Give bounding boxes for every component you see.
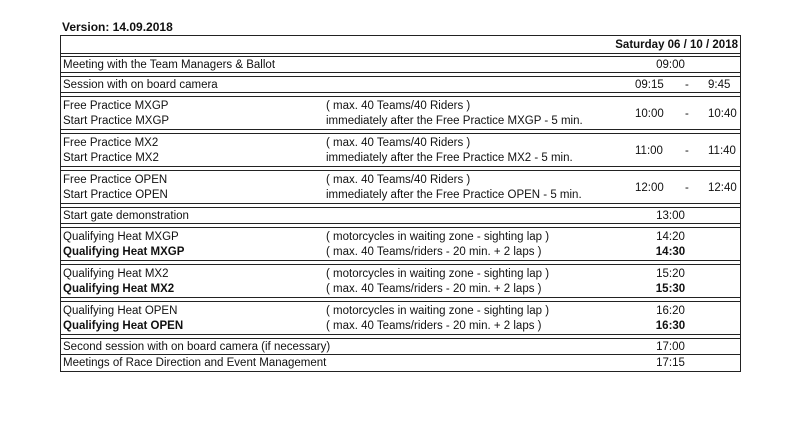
- row-label: Meeting with the Team Managers & Ballot: [63, 59, 276, 71]
- time-dash: -: [685, 108, 689, 120]
- row-label: Qualifying Heat OPEN: [63, 305, 178, 317]
- schedule-row: [61, 338, 740, 355]
- row-note: ( max. 40 Teams/riders - 20 min. + 2 laps ): [326, 283, 542, 295]
- row-label: Free Practice MX2: [63, 137, 159, 149]
- row-label: Session with on board camera: [63, 79, 218, 91]
- schedule-row: [61, 301, 740, 335]
- time-start: 11:00: [635, 145, 663, 157]
- row-note: ( max. 40 Teams/40 Riders ): [326, 174, 471, 186]
- row-label: Start gate demonstration: [63, 210, 189, 222]
- time-start: 09:15: [635, 79, 664, 91]
- time-dash: -: [685, 145, 689, 157]
- row-label: Qualifying Heat MX2: [63, 268, 169, 280]
- row-label: Start Practice MX2: [63, 152, 159, 164]
- time-dash: -: [685, 182, 689, 194]
- version-label: Version: 14.09.2018: [62, 20, 173, 34]
- header-row: [61, 36, 740, 54]
- row-time: 17:15: [656, 357, 685, 369]
- row-time: 16:20: [656, 305, 685, 317]
- schedule-row: [61, 133, 740, 167]
- time-start: 12:00: [635, 182, 664, 194]
- schedule-row: [61, 56, 740, 73]
- schedule-row: [61, 355, 740, 372]
- schedule-row: [61, 207, 740, 224]
- time-end: 11:40: [708, 145, 736, 157]
- time-end: 12:40: [708, 182, 737, 194]
- row-note: ( max. 40 Teams/40 Riders ): [326, 137, 471, 149]
- row-time: 17:00: [656, 341, 685, 353]
- row-note: ( max. 40 Teams/riders - 20 min. + 2 laps ): [326, 246, 542, 258]
- row-time: 09:00: [656, 59, 685, 71]
- date-header: Saturday 06 / 10 / 2018: [615, 39, 738, 51]
- row-note: ( max. 40 Teams/riders - 20 min. + 2 laps ): [326, 320, 542, 332]
- row-note: ( motorcycles in waiting zone - sighting lap ): [326, 268, 550, 280]
- row-time: 13:00: [656, 210, 685, 222]
- time-dash: -: [685, 79, 689, 91]
- row-time: 14:30: [655, 246, 686, 258]
- row-time: 14:20: [656, 231, 685, 243]
- row-label: Start Practice OPEN: [63, 189, 168, 201]
- row-note: ( max. 40 Teams/40 Riders ): [326, 100, 471, 112]
- row-label: Free Practice MXGP: [63, 100, 169, 112]
- row-label: Free Practice OPEN: [63, 174, 168, 186]
- schedule-row: [61, 76, 740, 93]
- row-label: Qualifying Heat MX2: [63, 283, 175, 295]
- row-label: Qualifying Heat MXGP: [63, 246, 185, 258]
- schedule-row: [61, 170, 740, 204]
- row-note: ( motorcycles in waiting zone - sighting lap ): [326, 305, 550, 317]
- time-end: 9:45: [708, 79, 731, 91]
- row-note: immediately after the Free Practice OPEN - 5 min.: [326, 189, 582, 201]
- time-start: 10:00: [635, 108, 664, 120]
- schedule-row: [61, 264, 740, 298]
- schedule-row: [61, 227, 740, 261]
- row-note: immediately after the Free Practice MX2 - 5 min.: [326, 152, 573, 164]
- row-time: 16:30: [655, 320, 686, 332]
- row-note: immediately after the Free Practice MXGP - 5 min.: [326, 115, 583, 127]
- row-label: Qualifying Heat OPEN: [63, 320, 184, 332]
- schedule-row: [61, 96, 740, 130]
- row-time: 15:30: [655, 283, 686, 295]
- row-label: Meetings of Race Direction and Event Management: [63, 357, 327, 369]
- time-end: 10:40: [708, 108, 737, 120]
- row-time: 15:20: [656, 268, 685, 280]
- row-label: Qualifying Heat MXGP: [63, 231, 179, 243]
- row-label: Start Practice MXGP: [63, 115, 170, 127]
- row-note: ( motorcycles in waiting zone - sighting lap ): [326, 231, 550, 243]
- schedule-table: [60, 35, 741, 372]
- row-label: Second session with on board camera (if necessary): [63, 341, 331, 353]
